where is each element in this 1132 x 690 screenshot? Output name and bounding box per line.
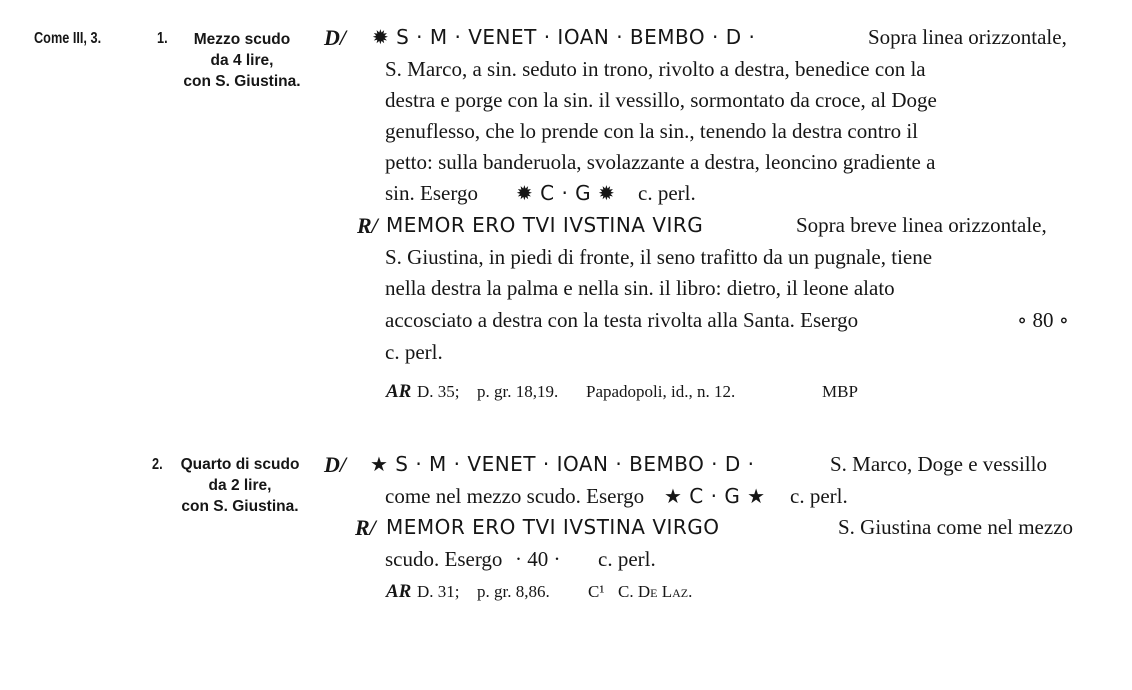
obverse-desc-line: sin. Esergo [385, 181, 478, 205]
reverse-exergue: ∘ 80 ∘ [1017, 308, 1070, 332]
denomination-line: da 2 lire, [208, 477, 272, 494]
obverse-mark: D/ [324, 25, 346, 50]
reverse-desc-line: scudo. Esergo [385, 547, 503, 571]
rarity: C¹ [588, 582, 605, 601]
denomination-line: Quarto di scudo [180, 456, 300, 473]
reverse-desc-line: nella destra la palma e nella sin. il libro: dietro, il leone alato [385, 276, 895, 300]
obverse-mark: D/ [324, 452, 346, 477]
obverse-desc-line: come nel mezzo scudo. Esergo [385, 484, 645, 508]
obverse-desc-line: genuflesso, che lo prende con la sin., tenendo la destra contro il [385, 119, 918, 143]
denomination-line: Mezzo scudo [193, 31, 291, 48]
obverse-desc-line: S. Marco, a sin. seduto in trono, rivolto a destra, benedice con la [385, 57, 926, 81]
obverse-exergue: ★ C · G ★ [664, 484, 766, 508]
reverse-mark: R/ [357, 213, 378, 238]
collection: MBP [822, 382, 858, 401]
obverse-desc-line: petto: sulla banderuola, svolazzante a destra, leoncino gradiente a [385, 150, 936, 174]
reverse-exergue: · 40 · [515, 547, 561, 571]
denomination-2 [166, 454, 314, 517]
obverse-desc-line: Sopra linea orizzontale, [868, 25, 1067, 49]
collection: C. De Laz. [618, 582, 693, 601]
obverse-legend: ✹ S · M · VENET · IOAN · BEMBO · D · [372, 25, 756, 49]
diameter: D. 35; [417, 382, 460, 401]
reverse-mark: R/ [355, 515, 376, 540]
weight: p. gr. 18,19. [477, 382, 559, 401]
obverse-edge: c. perl. [638, 181, 696, 205]
denomination-1 [168, 29, 316, 92]
metal-silver: AR [386, 581, 412, 602]
cross-reference: Come III, 3. [34, 30, 102, 47]
reverse-edge: c. perl. [598, 547, 656, 571]
reverse-legend: MEMOR ERO TVI IVSTINA VIRGO [386, 515, 720, 539]
diameter: D. 31; [417, 582, 460, 601]
obverse-exergue: ✹ C · G ✹ [516, 181, 616, 205]
denomination-line: da 4 lire, [210, 52, 274, 69]
reverse-legend: MEMOR ERO TVI IVSTINA VIRG [386, 213, 704, 237]
weight: p. gr. 8,86. [477, 582, 550, 601]
denomination-line: con S. Giustina. [181, 498, 299, 515]
entry-number-1: 1. [157, 30, 168, 47]
reverse-desc-line: c. perl. [385, 340, 443, 364]
reverse-desc-line: Sopra breve linea orizzontale, [796, 213, 1047, 237]
obverse-edge: c. perl. [790, 484, 848, 508]
bibliographic-reference: Papadopoli, id., n. 12. [586, 382, 736, 401]
denomination-line: con S. Giustina. [183, 73, 301, 90]
reverse-desc-line: S. Giustina, in piedi di fronte, il seno trafitto da un pugnale, tiene [385, 245, 933, 269]
reverse-desc-line: S. Giustina come nel mezzo [838, 515, 1074, 539]
obverse-desc-line: destra e porge con la sin. il vessillo, sormontato da croce, al Doge [385, 88, 937, 112]
obverse-desc-line: S. Marco, Doge e vessillo [830, 452, 1047, 476]
obverse-legend: ★ S · M · VENET · IOAN · BEMBO · D · [370, 452, 755, 476]
metal-silver: AR [386, 381, 412, 402]
reverse-desc-line: accosciato a destra con la testa rivolta alla Santa. Esergo [385, 308, 859, 332]
entry-number-2: 2. [152, 456, 163, 473]
